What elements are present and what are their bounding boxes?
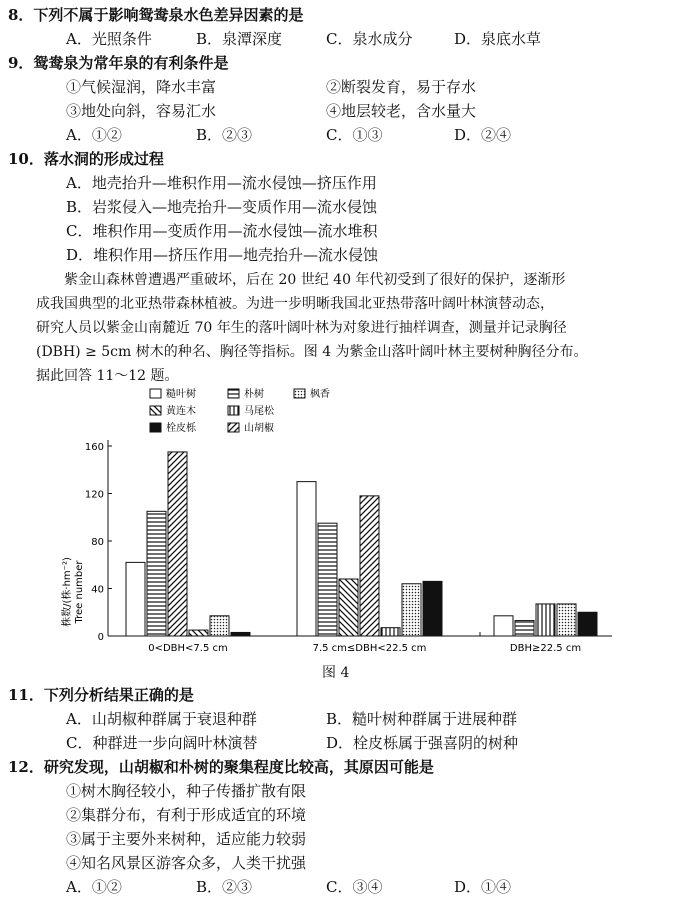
legend-label-5: 马尾松 xyxy=(244,406,274,417)
question-9-statement-1: ①气候湿润，降水丰富 xyxy=(66,78,217,96)
y-tick-label: 120 xyxy=(84,489,104,501)
question-11-option-b: B．糙叶树种群属于进展种群 xyxy=(326,710,518,728)
question-10-option-d: D．堆积作用—挤压作用—地壳抬升—流水侵蚀 xyxy=(66,246,379,264)
bar-dots xyxy=(210,616,229,636)
question-10-stem: 10．落水洞的形成过程 xyxy=(8,150,164,168)
bar-solid xyxy=(231,632,250,636)
question-9-statement-3: ③地处向斜，容易汇水 xyxy=(66,102,217,120)
y-axis-label: 株数/(株·hm⁻²) xyxy=(62,557,73,627)
tree-dbh-bar-chart xyxy=(0,384,692,684)
bar-solid xyxy=(578,612,597,636)
legend-label-4: 山胡椒 xyxy=(244,423,274,434)
question-11-option-d: D．栓皮栎属于强喜阴的树种 xyxy=(326,734,519,752)
bar-hlines xyxy=(147,511,166,636)
x-category-label: 0<DBH<7.5 cm xyxy=(148,643,228,654)
legend-label-6: 枫香 xyxy=(310,389,330,400)
question-11-stem: 11．下列分析结果正确的是 xyxy=(8,686,194,704)
legend-label-3: 黄连木 xyxy=(166,406,196,417)
question-11-option-c: C．种群进一步向阔叶林演替 xyxy=(66,734,258,752)
passage-line-2: 成我国典型的北亚热带森林植被。为进一步明晰我国北亚热带落叶阔叶林演替动态， xyxy=(36,296,554,312)
question-9-option-d: D．②④ xyxy=(454,126,512,144)
question-8-option-a: A．光照条件 xyxy=(66,30,152,48)
bar-dots xyxy=(557,604,576,636)
bar-hlines xyxy=(515,621,534,636)
question-12-statement-3: ③属于主要外来树种，适应能力较弱 xyxy=(66,830,307,848)
legend-label-7: 栓皮栎 xyxy=(166,423,196,434)
y-tick-label: 40 xyxy=(91,584,104,596)
legend-swatch-hlines xyxy=(228,389,239,398)
passage-line-3: 研究人员以紫金山南麓近 70 年生的落叶阔叶林为对象进行抽样调查，测量并记录胸径 xyxy=(36,320,567,336)
question-9-option-a: A．①② xyxy=(66,126,122,144)
bar-solid xyxy=(423,581,442,636)
passage-line-1: 紫金山森林曾遭遇严重破坏，后在 20 世纪 40 年代初受到了很好的保护，逐渐形 xyxy=(36,272,566,288)
bar-dots xyxy=(402,584,421,636)
chart-legend xyxy=(150,387,330,434)
bar-blank xyxy=(297,482,316,636)
passage-line-5: 据此回答 11～12 题。 xyxy=(36,368,179,384)
legend-swatch-backslash xyxy=(150,406,161,415)
bar-backslash xyxy=(189,630,208,636)
question-9-stem: 9．鸳鸯泉为常年泉的有利条件是 xyxy=(8,54,229,72)
question-8-stem: 8．下列不属于影响鸳鸯泉水色差异因素的是 xyxy=(8,6,304,24)
legend-swatch-slash xyxy=(228,423,239,432)
bar-vlines xyxy=(381,628,400,636)
legend-swatch-dots xyxy=(294,389,305,398)
bar-blank xyxy=(126,562,145,636)
bar-slash xyxy=(168,452,187,636)
question-8-option-c: C．泉水成分 xyxy=(326,30,413,48)
x-category-label: 7.5 cm≤DBH<22.5 cm xyxy=(312,643,427,654)
question-10-option-a: A．地壳抬升—堆积作用—流水侵蚀—挤压作用 xyxy=(66,174,377,192)
question-10-option-b: B．岩浆侵入—地壳抬升—变质作用—流水侵蚀 xyxy=(66,198,378,216)
legend-label-1: 糙叶树 xyxy=(166,389,196,400)
bar-backslash xyxy=(339,579,358,636)
question-9-statement-2: ②断裂发育，易于存水 xyxy=(326,78,477,96)
question-8-option-d: D．泉底水草 xyxy=(454,30,542,48)
legend-swatch-blank xyxy=(150,389,161,398)
bar-slash xyxy=(360,496,379,636)
question-9-option-c: C．①③ xyxy=(326,126,383,144)
y-tick-label: 80 xyxy=(91,537,104,548)
bar-blank xyxy=(494,616,513,636)
question-12-statement-4: ④知名风景区游客众多，人类干扰强 xyxy=(66,854,307,872)
question-12-option-a: A．①② xyxy=(66,878,122,896)
y-tick-label: 160 xyxy=(84,442,104,453)
y-axis-label-english: Tree number xyxy=(74,560,85,624)
bar-hlines xyxy=(318,523,337,636)
question-12-stem: 12．研究发现，山胡椒和朴树的聚集程度比较高，其原因可能是 xyxy=(8,758,434,776)
question-11-option-a: A．山胡椒种群属于衰退种群 xyxy=(66,710,257,728)
passage xyxy=(36,268,666,388)
question-12-option-d: D．①④ xyxy=(454,878,512,896)
x-category-label: DBH≥22.5 cm xyxy=(509,643,582,654)
legend-label-2: 朴树 xyxy=(244,389,264,400)
question-12-statement-2: ②集群分布，有利于形成适宜的环境 xyxy=(66,806,307,824)
y-tick-label: 0 xyxy=(97,632,104,643)
question-9-statement-4: ④地层较老，含水量大 xyxy=(326,102,477,120)
question-12-option-c: C．③④ xyxy=(326,878,383,896)
plot-area xyxy=(85,440,612,654)
figure-caption: 图 4 xyxy=(322,665,350,681)
passage-line-4: (DBH) ≥ 5cm 树木的种名、胸径等指标。图 4 为紫金山落叶阔叶林主要树种胸径分布。 xyxy=(36,344,588,360)
legend-swatch-solid xyxy=(150,423,161,432)
question-9-option-b: B．②③ xyxy=(196,126,253,144)
question-12-statement-1: ①树木胸径较小，种子传播扩散有限 xyxy=(66,782,307,800)
question-10-option-c: C．堆积作用—变质作用—流水侵蚀—流水堆积 xyxy=(66,222,378,240)
question-8-option-b: B．泉潭深度 xyxy=(196,30,283,48)
bar-vlines xyxy=(536,604,555,636)
legend-swatch-vlines xyxy=(228,406,239,415)
question-12-option-b: B．②③ xyxy=(196,878,253,896)
